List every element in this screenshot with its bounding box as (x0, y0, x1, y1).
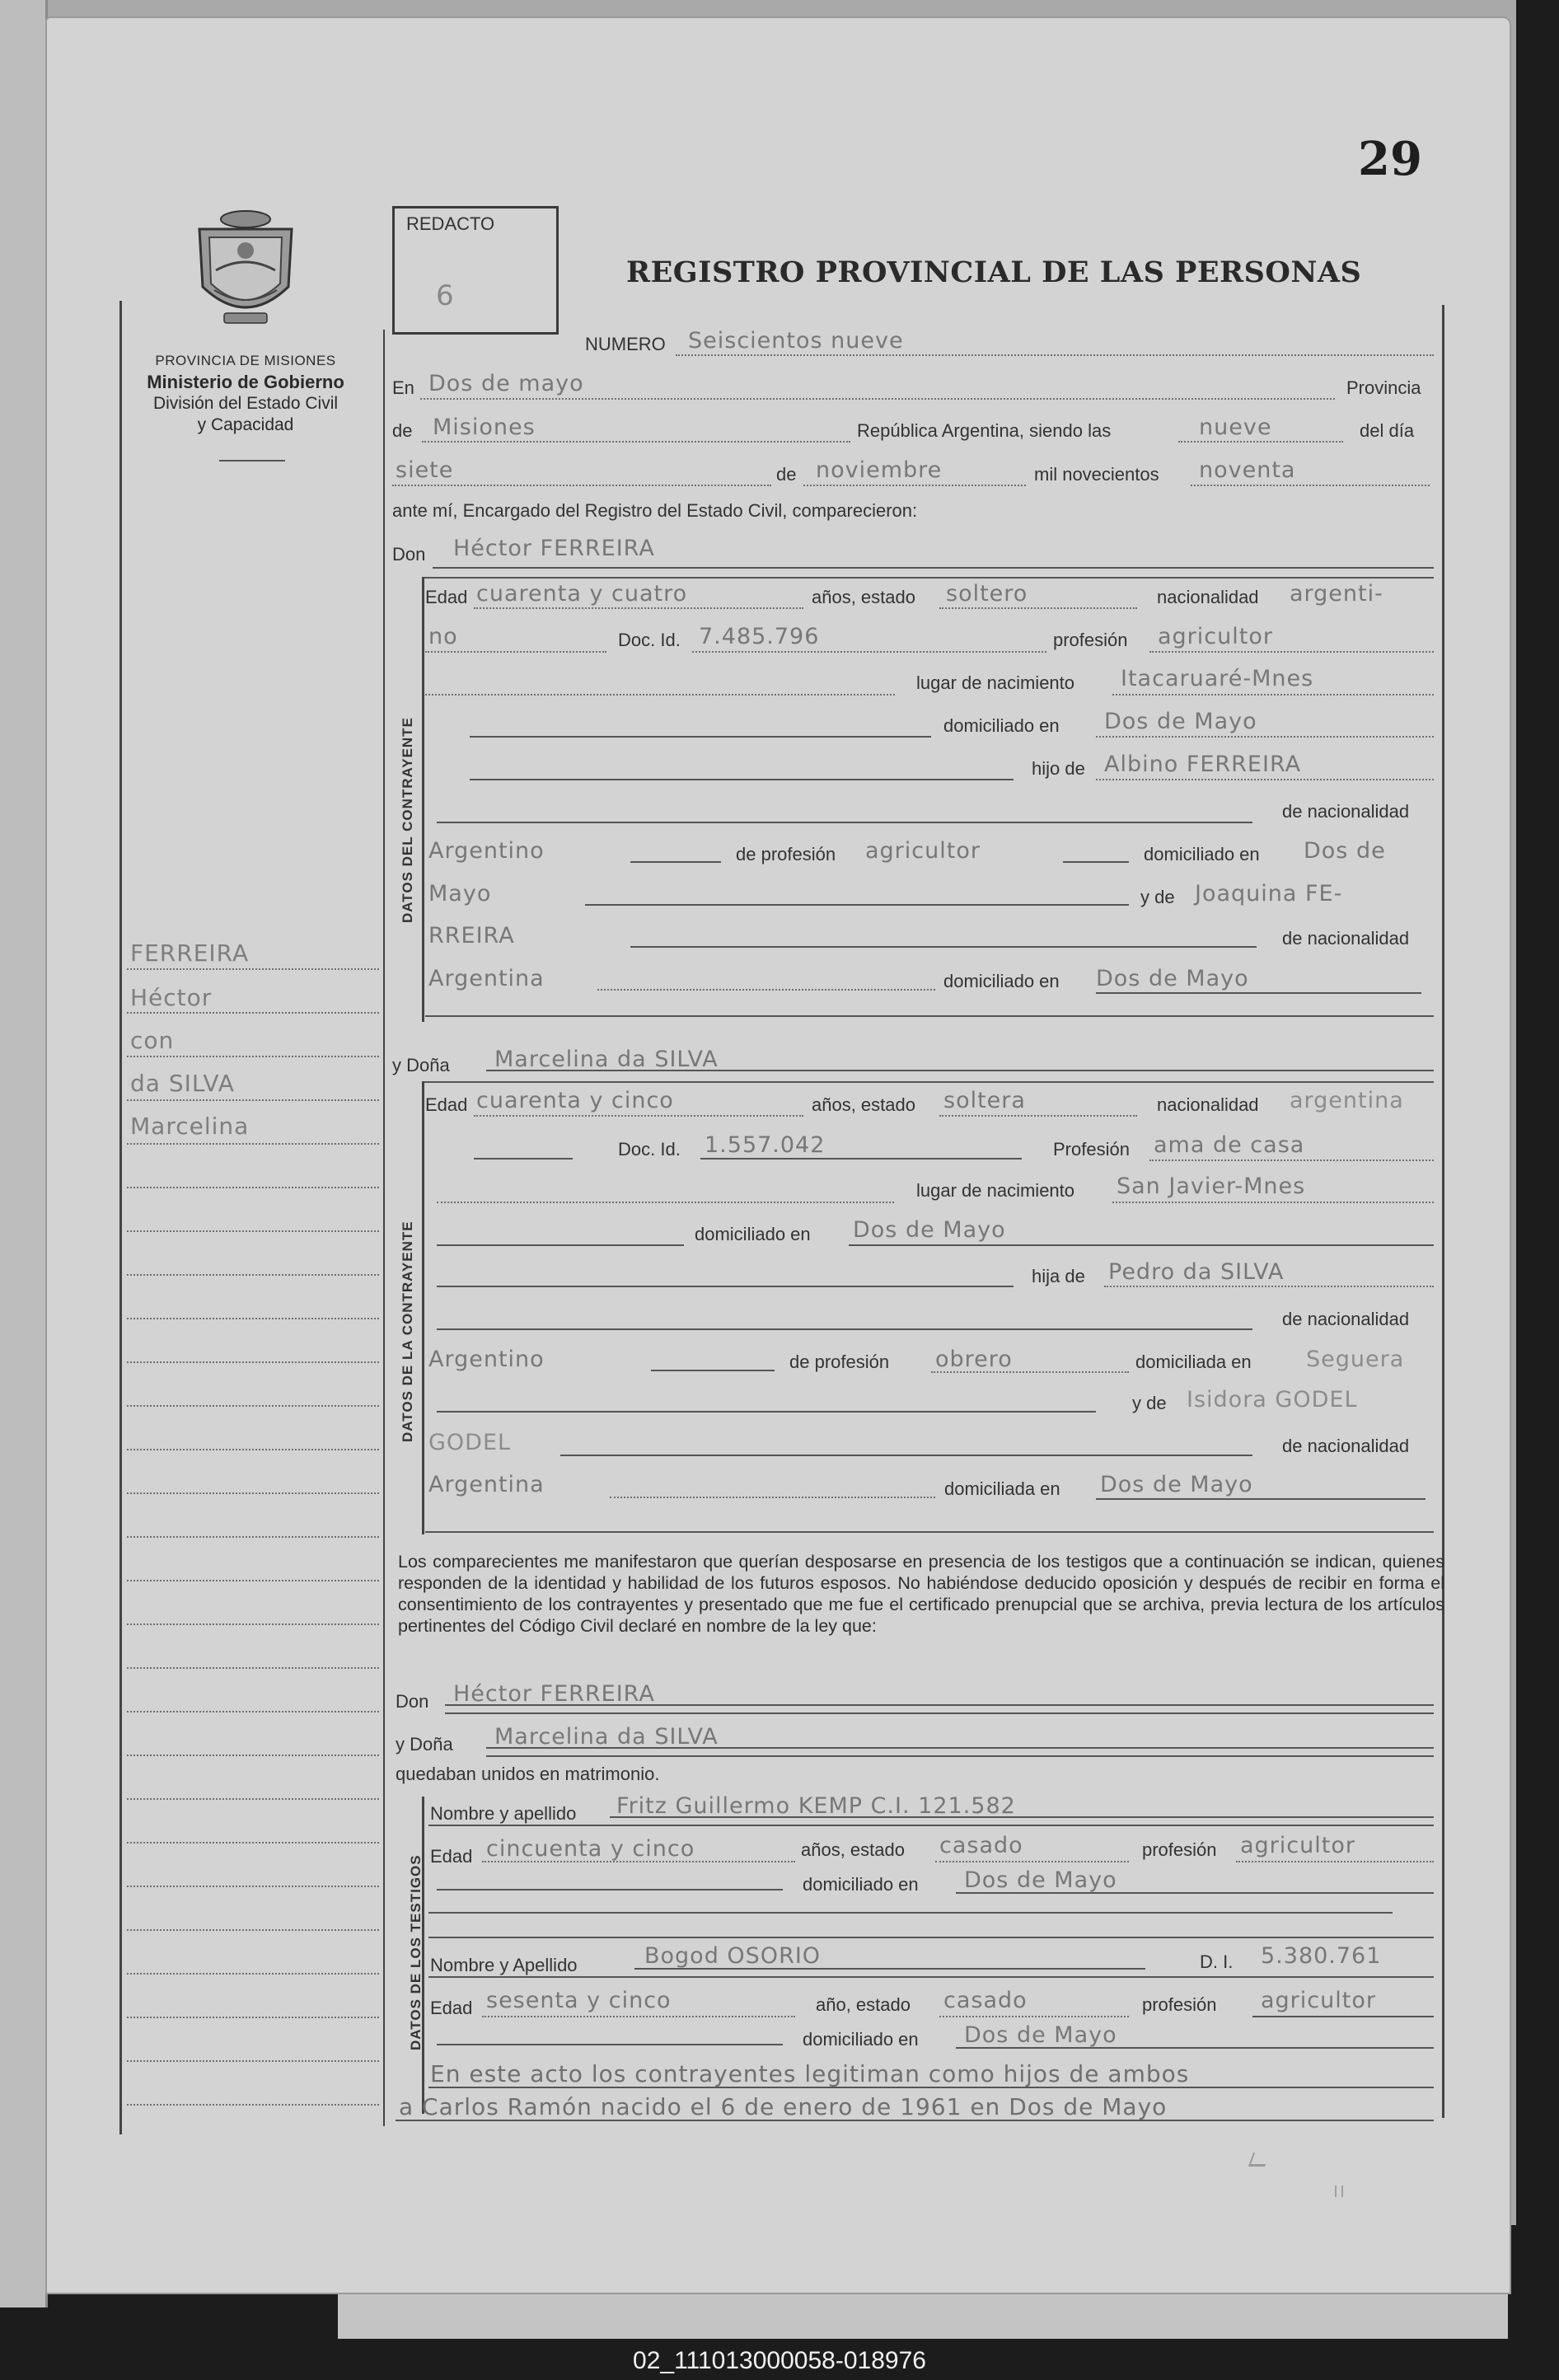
edad-line (474, 607, 803, 609)
contrayente-edad: cuarenta y cuatro (476, 581, 688, 607)
blank-line (610, 1497, 935, 1498)
contrayenta-section-label: DATOS DE LA CONTRAYENTE (400, 1220, 415, 1442)
t1-rule (428, 1825, 1434, 1826)
t1-bottom-rule (428, 1912, 1393, 1914)
domiciliado-label-2: domiciliado en (943, 971, 1060, 991)
lugar-line (1112, 694, 1434, 696)
provincia-line (422, 441, 850, 443)
contrayente-name: Héctor FERREIRA (453, 536, 655, 561)
margin-note: Marcelina (130, 1113, 250, 1140)
hora-line (1178, 441, 1343, 443)
t2-rule (428, 1976, 1434, 1978)
province-name: PROVINCIA DE MISIONES (155, 353, 336, 368)
profesion-line (931, 1371, 1129, 1373)
mes-line (803, 485, 1026, 486)
t1-prof-label: profesión (1142, 1839, 1217, 1860)
domiciliada-label: domiciliada en (1135, 1352, 1252, 1372)
padre-domicilio-a: Dos de (1304, 838, 1386, 864)
margin-row (127, 1755, 379, 1756)
contrayente-estado: soltero (946, 581, 1028, 607)
anio-value: noventa (1199, 457, 1296, 483)
nota-line-1: En este acto los contrayentes legitiman como hijos de ambos (430, 2060, 1190, 2087)
hora-value: nueve (1199, 415, 1272, 440)
don-line-2b (445, 1712, 1434, 1714)
blank-line (585, 904, 1129, 906)
contrayenta-padre: Pedro da SILVA (1108, 1259, 1285, 1285)
margin-row (127, 1667, 379, 1669)
page-number: 29 (1358, 132, 1422, 186)
t2-nombre-line (634, 1968, 1145, 1970)
contrayenta-edad: cuarenta y cinco (476, 1088, 674, 1113)
hijo-label: hijo de (1032, 758, 1085, 779)
pen-mark-icon (1335, 2186, 1343, 2197)
y-de-label: y de (1132, 1393, 1167, 1413)
contrayente-nacionalidad-a: argenti- (1290, 581, 1383, 607)
dona-line-2 (486, 1747, 1434, 1749)
de-profesion-label: de profesión (736, 844, 836, 864)
doc-line (692, 651, 1046, 653)
profesion-line (1149, 1160, 1434, 1161)
domiciliada2-label: domiciliada en (944, 1478, 1060, 1499)
blank-line (560, 1455, 1252, 1456)
section-bottom-rule (425, 1015, 1434, 1017)
division-subname: y Capacidad (197, 415, 294, 434)
section-bottom-rule-2 (425, 1531, 1434, 1533)
mes-value: noviembre (816, 457, 943, 483)
t1-edad-label: Edad (430, 1846, 473, 1867)
madre-dom-line (1096, 1498, 1426, 1500)
register-title: REGISTRO PROVINCIAL DE LAS PERSONAS (626, 255, 1362, 289)
margin-row (127, 1973, 379, 1975)
nacionalidad-label: nacionalidad (1157, 587, 1259, 607)
dona-line (486, 1070, 1434, 1071)
declaration-dona: Marcelina da SILVA (494, 1724, 719, 1750)
domiciliado-label: domiciliado en (943, 715, 1060, 736)
nac-line (425, 651, 606, 653)
blank-line (470, 779, 1014, 780)
margin-row (127, 1361, 379, 1363)
nota-rule-2 (396, 2120, 1434, 2121)
blank-line (597, 989, 935, 991)
numero-value: Seiscientos nueve (688, 328, 904, 354)
margin-row (127, 1886, 379, 1887)
margin-row (127, 1274, 379, 1276)
margin-row (127, 1187, 379, 1188)
t1-edad: cincuenta y cinco (486, 1836, 695, 1862)
blank-line (630, 946, 1257, 948)
doc-label: Doc. Id. (618, 1139, 681, 1160)
t1-anios-label: años, estado (801, 1839, 905, 1860)
numero-line (676, 354, 1434, 356)
t2-anios-label: año, estado (816, 1994, 911, 2015)
t2-dom-line (956, 2047, 1434, 2049)
blank-line (437, 1286, 1014, 1287)
contrayente-section-label: DATOS DEL CONTRAYENTE (400, 717, 415, 923)
nota-line-2: a Carlos Ramón nacido el 6 de enero de 1961 en Dos de Mayo (399, 2093, 1168, 2120)
t2-di-label: D. I. (1200, 1951, 1234, 1972)
edad-label: Edad (425, 587, 468, 607)
padre-domicilio-b: Mayo (428, 881, 492, 907)
t1-estado: casado (939, 1833, 1023, 1858)
margin-note: FERREIRA (130, 939, 250, 967)
madre-nacionalidad: Argentina (428, 966, 545, 991)
dona-label: y Doña (392, 1055, 450, 1075)
don-label-2: Don (396, 1691, 429, 1712)
estado-line (939, 607, 1137, 609)
image-id-caption: 02_111013000058-018976 (633, 2347, 926, 2374)
hija-label: hija de (1032, 1266, 1085, 1286)
contrayenta-domicilio: Dos de Mayo (853, 1217, 1006, 1243)
margin-row (127, 1449, 379, 1450)
domiciliado-label: domiciliado en (695, 1224, 811, 1244)
contrayenta-section-rule (422, 1081, 424, 1534)
lugar-line (1112, 1202, 1434, 1203)
lugar-label: lugar de nacimiento (916, 672, 1075, 693)
margin-row (127, 1318, 379, 1319)
margin-note: Héctor (130, 984, 213, 1011)
t1-estado-line (935, 1861, 1129, 1862)
t2-dom-label: domiciliado en (803, 2029, 919, 2050)
contrayente-padre: Albino FERREIRA (1104, 752, 1302, 777)
t2-dom: Dos de Mayo (964, 2022, 1117, 2048)
madre-dom-line (1096, 992, 1421, 994)
t1-dom-label: domiciliado en (803, 1874, 919, 1895)
margin-row (127, 1230, 379, 1232)
margin-row (127, 2017, 379, 2018)
misiones-crest-icon (191, 204, 300, 330)
madre-a: Isidora GODEL (1187, 1387, 1358, 1413)
declaration-don: Héctor FERREIRA (453, 1681, 655, 1707)
body-margin-rule (383, 330, 385, 2126)
t1-nombre-line (610, 1816, 1434, 1818)
padre-profesion: agricultor (865, 838, 981, 864)
province-heading (115, 350, 376, 436)
contrayenta-nacionalidad: argentina (1290, 1088, 1404, 1113)
provincia-value: Misiones (433, 415, 536, 440)
testigos-section-label: DATOS DE LOS TESTIGOS (408, 1854, 424, 2050)
domicilio-line (1096, 736, 1434, 738)
t1-prof: agricultor (1240, 1833, 1355, 1858)
redacto-label: REDACTO (406, 213, 495, 234)
margin-row (127, 2104, 379, 2106)
profesion-label: profesión (1053, 630, 1128, 650)
de2-label: de (776, 464, 797, 485)
nacionalidad-label: nacionalidad (1157, 1094, 1259, 1115)
doc-label: Doc. Id. (618, 630, 681, 650)
madre-b: RREIRA (428, 923, 515, 949)
anio-line (1191, 485, 1430, 486)
estado-line (939, 1115, 1137, 1117)
blank-line (437, 1889, 783, 1890)
anios-label: años, estado (812, 1094, 915, 1115)
blank-line (437, 822, 1252, 823)
margin-row (127, 1711, 379, 1712)
de-nacionalidad-label-2: de nacionalidad (1282, 928, 1410, 949)
blank-line (437, 1411, 1096, 1413)
t2-nombre: Bogod OSORIO (644, 1943, 822, 1969)
edad-label: Edad (425, 1094, 468, 1115)
redacto-value: 6 (436, 279, 454, 312)
t2-edad-line (482, 2016, 795, 2017)
de-nacionalidad-label-2: de nacionalidad (1282, 1436, 1410, 1456)
t2-edad-label: Edad (430, 1998, 473, 2018)
unidos-text: quedaban unidos en matrimonio. (396, 1764, 660, 1784)
contrayenta-estado: soltera (943, 1088, 1026, 1113)
t2-edad: sesenta y cinco (486, 1988, 672, 2013)
padre-profesion: obrero (935, 1347, 1013, 1372)
provincia-label: Provincia (1346, 377, 1421, 398)
padre-nacionalidad: Argentino (428, 838, 545, 864)
blank-line (470, 736, 931, 738)
contrayenta-doc: 1.557.042 (705, 1132, 826, 1158)
padre-domicilio: Seguera (1306, 1347, 1405, 1372)
t2-nombre-label: Nombre y Apellido (430, 1955, 578, 1975)
margin-row (127, 1929, 379, 1931)
dia-value: siete (396, 457, 454, 483)
don-label: Don (392, 544, 426, 565)
en-value: Dos de mayo (428, 371, 584, 396)
madre-a: Joaquina FE- (1195, 881, 1343, 907)
t2-di: 5.380.761 (1261, 1943, 1382, 1969)
contrayente-section-rule (422, 577, 424, 1022)
contrayente-lugar: Itacaruaré-Mnes (1121, 666, 1314, 691)
blank-line (437, 1202, 894, 1203)
blank-line (651, 1370, 775, 1371)
contrayente-profesion: agricultor (1158, 624, 1273, 649)
blank-line (425, 694, 895, 696)
t2-estado: casado (943, 1988, 1028, 2013)
division-name: División del Estado Civil (152, 394, 339, 413)
margin-row (127, 1536, 379, 1538)
contrayente-doc: 7.485.796 (699, 624, 820, 649)
contrayente-nacionalidad-b: no (428, 624, 458, 649)
don-line-2 (445, 1704, 1434, 1706)
domiciliado-en-label: domiciliado en (1144, 844, 1260, 864)
blank-line (437, 2044, 783, 2045)
margin-row (127, 1623, 379, 1625)
t1-dom-line (956, 1892, 1434, 1894)
blank-line (437, 1244, 684, 1246)
contrayenta-name: Marcelina da SILVA (494, 1047, 719, 1072)
t1-nombre-label: Nombre y apellido (430, 1803, 577, 1824)
t1-bottom-rule-2 (428, 1937, 1434, 1938)
declaration-paragraph: Los comparecientes me manifestaron que querían desposarse en presencia de los testigos que a continuación se indican, quienes responden de la identidad y habilidad de los futuros esposos. No habiéndose deducido oposición y después de recibir en forma el consentimiento de los contrayentes y presentado que me fue el certificado prenupcial que se archiva, previa lectura de los artículos pertinentes del Código Civil declaré en nombre de la ley que: (398, 1552, 1444, 1636)
t2-prof: agricultor (1261, 1988, 1376, 2013)
de-label: de (392, 420, 413, 441)
en-label: En (392, 377, 414, 398)
lugar-label: lugar de nacimiento (916, 1180, 1075, 1201)
madre-nacionalidad: Argentina (428, 1472, 545, 1497)
margin-row (127, 1056, 379, 1057)
don-line (433, 567, 1434, 569)
padre-line (1096, 779, 1434, 780)
margin-row (127, 1405, 379, 1407)
ministry-name: Ministerio de Gobierno (147, 372, 344, 392)
republica-text: República Argentina, siendo las (857, 420, 1112, 441)
contrayente-domicilio: Dos de Mayo (1104, 709, 1257, 734)
redacto-box (392, 206, 559, 335)
de-nacionalidad-label: de nacionalidad (1282, 1309, 1410, 1329)
t2-prof-line (1252, 2016, 1434, 2017)
edad-line (474, 1115, 803, 1117)
book-spine-edge (0, 0, 48, 2307)
dona-label-2: y Doña (396, 1734, 453, 1755)
nota-rule-1 (428, 2087, 1434, 2088)
margin-note: da SILVA (130, 1070, 235, 1097)
madre-b: GODEL (428, 1430, 512, 1455)
ante-text: ante mí, Encargado del Registro del Estado Civil, comparecieron: (392, 500, 918, 521)
margin-row (127, 1842, 379, 1844)
margin-row (127, 2060, 379, 2062)
blank-line (474, 1158, 573, 1160)
t1-dom: Dos de Mayo (964, 1867, 1117, 1893)
anios-label: años, estado (812, 587, 915, 607)
blank-line (437, 1328, 1252, 1330)
margin-row (127, 968, 379, 970)
de-nacionalidad-label: de nacionalidad (1282, 801, 1410, 822)
doc-line (700, 1158, 1022, 1160)
dia-line (392, 485, 771, 486)
section-top-rule (424, 577, 1434, 579)
t2-estado-line (939, 2016, 1129, 2017)
left-margin-rule (119, 301, 122, 2134)
margin-row (127, 1798, 379, 1800)
madre-domicilio: Dos de Mayo (1100, 1472, 1253, 1497)
t1-edad-line (482, 1861, 795, 1862)
blank-line (630, 861, 721, 863)
del-dia-label: del día (1360, 420, 1415, 441)
t1-prof-line (1236, 1861, 1434, 1862)
en-line (420, 398, 1335, 400)
margin-row (127, 1012, 379, 1014)
section-top-rule-2 (424, 1081, 1434, 1083)
domicilio-line (849, 1244, 1434, 1246)
t1-nombre: Fritz Guillermo KEMP C.I. 121.582 (616, 1793, 1016, 1819)
contrayenta-lugar: San Javier-Mnes (1117, 1174, 1306, 1199)
contrayenta-profesion: ama de casa (1154, 1132, 1305, 1158)
t2-prof-label: profesión (1142, 1994, 1217, 2015)
padre-nacionalidad: Argentino (428, 1347, 545, 1372)
madre-domicilio: Dos de Mayo (1096, 966, 1249, 991)
y-de-label: y de (1140, 887, 1175, 907)
margin-row (127, 1099, 379, 1101)
blank-line (1063, 861, 1129, 863)
profesion-line (1149, 651, 1434, 653)
profesion-label: Profesión (1053, 1139, 1130, 1160)
de-profesion-label: de profesión (789, 1352, 890, 1372)
margin-row (127, 1143, 379, 1145)
margin-note: con (130, 1027, 175, 1054)
heading-rule (219, 460, 285, 461)
padre-line (1104, 1286, 1434, 1287)
right-margin-rule (1442, 305, 1444, 2118)
numero-label: NUMERO (585, 334, 666, 354)
margin-row (127, 1492, 379, 1494)
margin-row (127, 1580, 379, 1581)
mil-label: mil novecientos (1034, 464, 1159, 485)
dona-line-2b (486, 1755, 1434, 1757)
